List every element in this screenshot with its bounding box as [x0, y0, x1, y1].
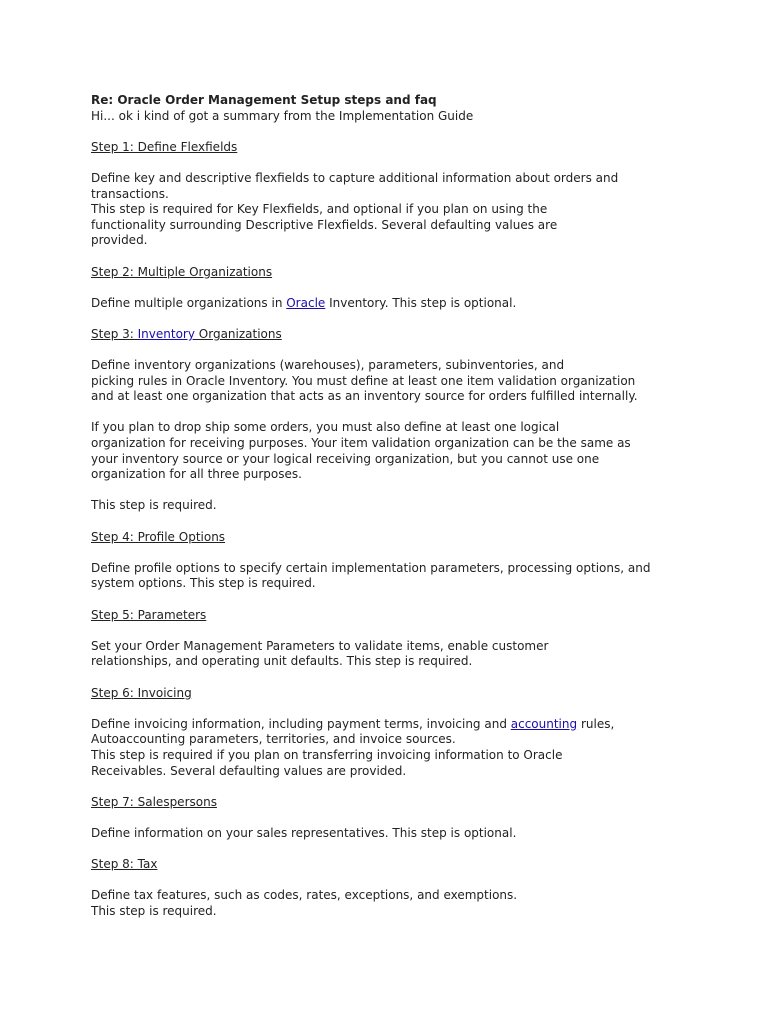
step-3-line: and at least one organization that acts as an inventory source for orders fulfilled internally.	[91, 389, 638, 404]
step-3-heading	[91, 327, 691, 343]
step-7-heading: Step 7: Salespersons	[91, 794, 217, 809]
inventory-link[interactable]: Inventory	[137, 326, 195, 341]
step-3-line: your inventory source or your logical receiving organization, but you cannot use one	[91, 451, 600, 466]
step-6-text-post: rules,	[577, 716, 615, 731]
step-2-description	[91, 296, 691, 312]
step-3-required-note: This step is required.	[91, 498, 217, 513]
step-5-description	[91, 639, 691, 670]
step-5-heading: Step 5: Parameters	[91, 607, 207, 622]
step-3-drop-ship-note	[91, 420, 691, 482]
step-4-description	[91, 561, 691, 592]
step-5-line: relationships, and operating unit defaults. This step is required.	[91, 654, 473, 669]
step-2-text-pre: Define multiple organizations in	[91, 295, 287, 310]
step-2-heading: Step 2: Multiple Organizations	[91, 264, 273, 279]
step-8-description	[91, 888, 691, 919]
document-body	[91, 93, 691, 935]
step-3-line: picking rules in Oracle Inventory. You must define at least one item validation organization	[91, 373, 636, 388]
step-3-heading-pre: Step 3:	[91, 326, 138, 341]
step-6-description	[91, 717, 691, 779]
step-3-line: Define inventory organizations (warehouses), parameters, subinventories, and	[91, 358, 565, 373]
step-1-line: transactions.	[91, 186, 169, 201]
step-6-line: Autoaccounting parameters, territories, and invoice sources.	[91, 732, 456, 747]
step-6-text-pre: Define invoicing information, including payment terms, invoicing and	[91, 716, 511, 731]
step-5-line: Set your Order Management Parameters to validate items, enable customer	[91, 638, 549, 653]
step-4-line: system options. This step is required.	[91, 576, 316, 591]
step-3-line: If you plan to drop ship some orders, you must also define at least one logical	[91, 420, 560, 435]
step-6-heading: Step 6: Invoicing	[91, 685, 192, 700]
step-2-text-post: Inventory. This step is optional.	[325, 295, 517, 310]
step-1-description	[91, 171, 691, 249]
step-3-line: organization for all three purposes.	[91, 467, 302, 482]
step-3-description	[91, 358, 691, 405]
step-6-line: Receivables. Several defaulting values are provided.	[91, 763, 407, 778]
step-8-line: This step is required.	[91, 903, 217, 918]
step-8-line: Define tax features, such as codes, rates, exceptions, and exemptions.	[91, 888, 518, 903]
step-3-heading-post: Organizations	[194, 326, 282, 341]
step-1-line: Define key and descriptive flexfields to capture additional information about orders and	[91, 170, 619, 185]
oracle-link[interactable]: Oracle	[286, 295, 326, 310]
intro-text: Hi... ok i kind of got a summary from the Implementation Guide	[91, 108, 474, 123]
step-1-line: This step is required for Key Flexfields, and optional if you plan on using the	[91, 202, 548, 217]
step-1-line: functionality surrounding Descriptive Flexfields. Several defaulting values are	[91, 217, 558, 232]
step-4-heading: Step 4: Profile Options	[91, 529, 226, 544]
step-4-line: Define profile options to specify certain implementation parameters, processing options, and	[91, 560, 651, 575]
step-7-description: Define information on your sales representatives. This step is optional.	[91, 825, 517, 840]
step-3-line: organization for receiving purposes. Your item validation organization can be the same as	[91, 436, 631, 451]
page-title: Re: Oracle Order Management Setup steps and faq	[91, 93, 437, 107]
accounting-link[interactable]: accounting	[510, 716, 578, 731]
step-1-line: provided.	[91, 233, 148, 248]
step-1-heading: Step 1: Define Flexfields	[91, 139, 238, 154]
step-6-line	[91, 717, 691, 733]
step-8-heading: Step 8: Tax	[91, 857, 158, 872]
step-6-line: This step is required if you plan on transferring invoicing information to Oracle	[91, 747, 563, 762]
